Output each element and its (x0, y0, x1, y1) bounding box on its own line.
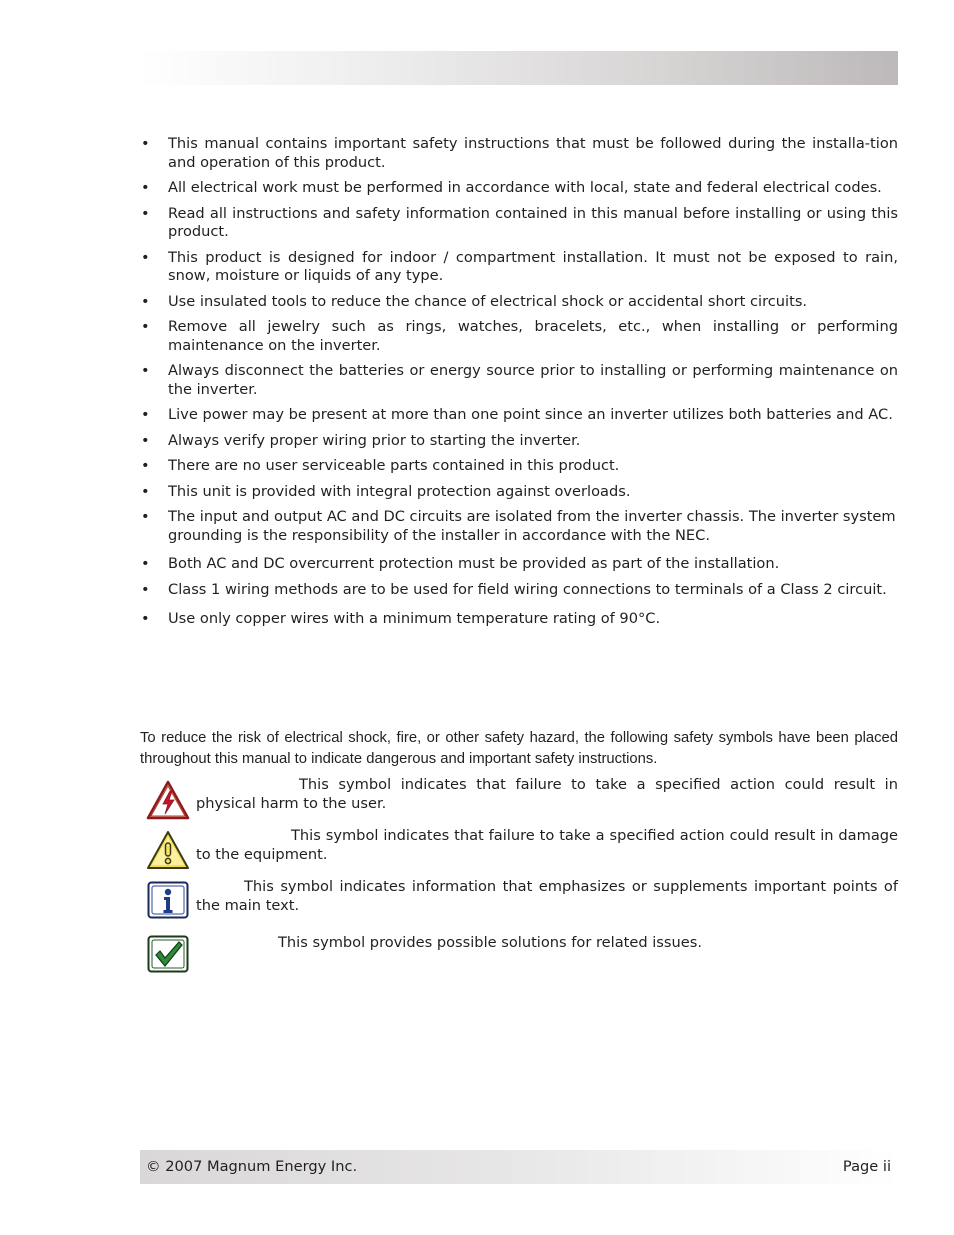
bullet-marker: • (141, 431, 150, 449)
bullet-marker: • (141, 135, 150, 152)
bullet-marker: • (141, 457, 150, 474)
bullet-marker: • (141, 179, 150, 196)
list-item: • Use insulated tools to reduce the chance of electrical shock or accidental short circuits. (141, 292, 808, 310)
checkmark-icon (147, 935, 189, 973)
bullet-marker: • (141, 362, 150, 379)
list-item: • Live power may be present at more than one point since an inverter utilizes both batteries and AC. (141, 406, 893, 423)
list-item: • All electrical work must be performed in accordance with local, state and federal electrical codes. (141, 179, 882, 196)
solution-symbol-text: This symbol provides possible solutions for related issues. (278, 934, 702, 951)
bullet-marker: • (141, 580, 150, 598)
list-item: • Always disconnect the batteries or energy source prior to installing or performing maintenance on the inverter. (141, 362, 898, 398)
info-icon (147, 881, 189, 919)
header-band (140, 51, 898, 85)
list-item: • Class 1 wiring methods are to be used for field wiring connections to terminals of a Class 2 circuit. (141, 580, 887, 598)
copyright-text: © 2007 Magnum Energy Inc. (146, 1158, 358, 1175)
page-number: Page ii (842, 1158, 891, 1175)
list-item: • This unit is provided with integral protection against overloads. (141, 482, 631, 500)
list-item: • Both AC and DC overcurrent protection must be provided as part of the installation. (141, 555, 780, 572)
info-symbol-text: This symbol indicates information that emphasizes or supplements important points of the main text. (196, 878, 898, 914)
list-item: • There are no user serviceable parts contained in this product. (141, 457, 620, 474)
bullet-marker: • (141, 204, 150, 222)
list-item: • This product is designed for indoor / compartment installation. It must not be exposed to rain, snow, moisture or liquids of any type. (141, 248, 898, 284)
electrical-warning-icon (146, 780, 190, 820)
list-item: • Use only copper wires with a minimum temperature rating of 90°C. (141, 610, 661, 627)
bullet-marker: • (141, 318, 150, 335)
bullet-marker: • (141, 292, 150, 310)
list-item: • Remove all jewelry such as rings, watches, bracelets, etc., when installing or performing maintenance on the inverter. (141, 318, 898, 354)
caution-symbol-text: This symbol indicates that failure to take a specified action could result in damage to the equipment. (196, 827, 898, 863)
safety-symbols-intro: To reduce the risk of electrical shock, fire, or other safety hazard, the following safety symbols have been placed throughout this manual to indicate dangerous and important safety instructions. (140, 730, 898, 767)
safety-instructions-list (140, 135, 898, 629)
list-item: • This manual contains important safety instructions that must be followed during the installa-tion and operation of this product. (141, 135, 898, 171)
bullet-marker: • (141, 248, 150, 266)
warning-symbol-text: This symbol indicates that failure to take a specified action could result in physical harm to the user. (196, 776, 898, 812)
bullet-marker: • (141, 555, 150, 572)
list-item: • Always verify proper wiring prior to starting the inverter. (141, 431, 581, 449)
bullet-marker: • (141, 406, 150, 423)
list-item: • The input and output AC and DC circuits are isolated from the inverter chassis. The inverter system grounding is the responsibility of the installer in accordance with the NEC. (141, 508, 896, 544)
bullet-marker: • (141, 610, 150, 627)
bullet-marker: • (141, 482, 150, 500)
caution-icon (146, 830, 190, 870)
bullet-marker: • (141, 508, 150, 525)
list-item: • Read all instructions and safety information contained in this manual before installing or using this product. (141, 204, 898, 240)
